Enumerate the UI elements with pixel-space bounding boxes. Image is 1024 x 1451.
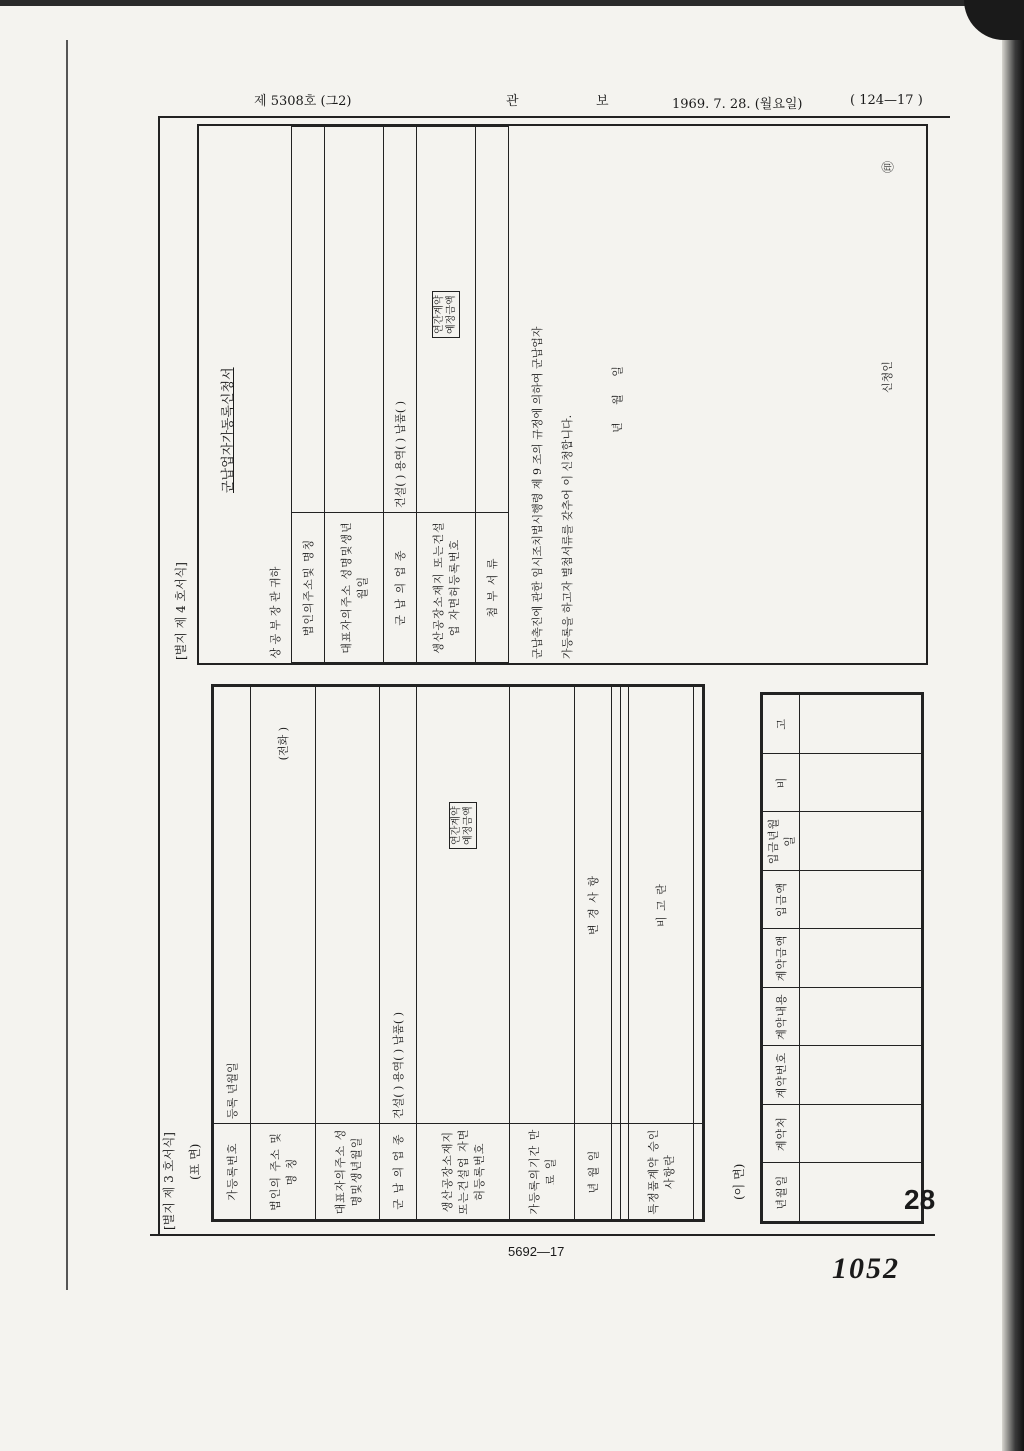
form3-row-label: 년 월 일 xyxy=(575,1124,612,1220)
back-col-header: 년월일 xyxy=(763,1163,800,1222)
form4-date-line: 년 월 일 xyxy=(611,366,624,433)
form4-frame xyxy=(197,124,928,665)
issue-number: 제 5308호 (그2) xyxy=(254,94,352,109)
form3-front: (표 면) xyxy=(188,1143,202,1180)
form4-applicant: 신청인 xyxy=(881,361,894,393)
form3-contract-box xyxy=(449,802,477,849)
page-number: 1052 xyxy=(832,1252,900,1285)
table-row xyxy=(475,127,508,663)
form4-row-field[interactable] xyxy=(325,127,384,513)
form3-reg-date[interactable]: 등록 년월일 xyxy=(214,687,251,1124)
form3-back: (이 면) xyxy=(732,1163,746,1200)
form3-rotated xyxy=(213,686,703,1220)
table-row xyxy=(620,687,629,1220)
table-row xyxy=(291,127,324,663)
binding-margin-line xyxy=(66,40,68,1290)
form3-row-field[interactable] xyxy=(611,1124,620,1220)
form3-row-label: 가등록번호 xyxy=(214,1124,251,1220)
form4-row-label: 군 납 의 업 종 xyxy=(383,513,416,663)
form3-frame xyxy=(211,684,705,1222)
form4-row-label: 생산공장소재지 또는건설업 자면허등록번호 xyxy=(417,513,476,663)
back-cell[interactable] xyxy=(800,987,922,1046)
issue-date: 1969. 7. 28. (월요일) xyxy=(672,97,803,112)
back-cell[interactable] xyxy=(800,870,922,929)
table-row xyxy=(325,127,384,663)
form3-back-table-frame xyxy=(760,692,924,1224)
form3-front-wrap xyxy=(186,1080,208,1180)
form3-back-rotated xyxy=(762,694,922,1222)
form3-business-type[interactable]: 건설( ) 용역( ) 납품( ) xyxy=(380,687,417,1124)
gazette-title-1: 관 xyxy=(506,94,519,109)
form4-body-1: 군납촉진에 관한 임시조치법시행령 제 9 조의 규정에 의하여 군납업자 xyxy=(531,326,544,659)
back-cell[interactable] xyxy=(800,1046,922,1105)
form4-row-label: 법인의주소및 명칭 xyxy=(291,513,324,663)
form4-title: 군납업자가동록신청서 xyxy=(221,367,236,493)
form3-row-field[interactable] xyxy=(694,1124,703,1220)
back-col-header: 고 xyxy=(763,695,800,754)
back-col-header: 계약금액 xyxy=(763,929,800,988)
back-col-header: 입금액 xyxy=(763,870,800,929)
form3-label-wrap xyxy=(160,1050,182,1230)
form3-row-label: 가등록의기간 만 료 일 xyxy=(510,1124,575,1220)
table-row xyxy=(800,695,922,1222)
form3-row-field[interactable] xyxy=(510,687,575,1124)
form3-row-label: 군 납 의 업 종 xyxy=(380,1124,417,1220)
form4-recipient: 상 공 부 장 관 귀하 xyxy=(259,127,291,663)
scan-right-edge xyxy=(1002,0,1024,1451)
form3-row-field[interactable] xyxy=(620,687,629,1124)
back-col-header: 계약내용 xyxy=(763,987,800,1046)
form3-row-label: 법인의 주소 및 명 칭 xyxy=(250,1124,315,1220)
form4-rotated xyxy=(199,126,926,663)
page-stamp: 28 xyxy=(904,1184,936,1215)
form4-row-label: 대표자의주소 성명및생년월일 xyxy=(325,513,384,663)
form3-row-field[interactable] xyxy=(417,687,510,1124)
form4-contract-line2: 예정금액 xyxy=(445,295,457,334)
form3-row-field[interactable] xyxy=(694,687,703,1124)
scan-top-edge xyxy=(0,0,1024,6)
form3-changes-header: 변 경 사 항 xyxy=(575,687,612,1124)
table-row xyxy=(417,687,510,1220)
form4-table xyxy=(259,126,509,663)
form3-row-label: 특정품계약 승인사항란 xyxy=(629,1124,694,1220)
form4-body-2: 가등록을 하고자 별첨서류를 갖추어 이 신청합니다. xyxy=(561,414,574,659)
form3-row-label: 대표자의주소 성명및생년월일 xyxy=(315,1124,380,1220)
form4-table-wrap xyxy=(259,126,509,663)
table-row xyxy=(315,687,380,1220)
table-row xyxy=(214,687,251,1220)
table-row xyxy=(611,687,620,1220)
table-header-row xyxy=(763,695,800,1222)
form4-row-field[interactable] xyxy=(291,127,324,513)
back-col-header: 계약처 xyxy=(763,1104,800,1163)
page-reference: ( 124—17 ) xyxy=(850,93,923,108)
form3-contract-line1: 연간계약 xyxy=(451,806,463,845)
form3-table xyxy=(213,686,703,1220)
form3-remarks-header: 비 고 란 xyxy=(629,687,694,1124)
footer-code: 5692—17 xyxy=(508,1244,565,1259)
table-row xyxy=(380,687,417,1220)
table-row xyxy=(417,127,476,663)
back-cell[interactable] xyxy=(800,1104,922,1163)
form3-row-field[interactable] xyxy=(315,687,380,1124)
table-row xyxy=(259,127,291,663)
table-row xyxy=(250,687,315,1220)
back-col-header: 입금년월일 xyxy=(763,812,800,871)
form3-back-wrap xyxy=(730,1100,752,1200)
table-row xyxy=(383,127,416,663)
frame-top-rule xyxy=(160,116,950,118)
form3-label: [별지 제 3 호서식] xyxy=(162,1132,176,1230)
form3-back-table xyxy=(762,694,922,1222)
form4-row-field[interactable] xyxy=(417,127,476,513)
form4-row-field[interactable] xyxy=(475,127,508,513)
back-cell[interactable] xyxy=(800,753,922,812)
form4-contract-line1: 연간계약 xyxy=(433,295,445,334)
form3-contract-line2: 예정금액 xyxy=(463,806,475,845)
form3-phone[interactable]: (전화 ) xyxy=(250,687,315,1124)
table-row xyxy=(510,687,575,1220)
form3-row-field[interactable] xyxy=(611,687,620,1124)
table-row xyxy=(629,687,694,1220)
frame-bottom-rule xyxy=(150,1234,935,1236)
form4-label: [별지 제 4 호서식] xyxy=(174,562,188,660)
scan-corner-shadow xyxy=(964,0,1024,40)
form4-business-type[interactable]: 건설( ) 용역( ) 납품( ) xyxy=(383,127,416,513)
table-row xyxy=(575,687,612,1220)
back-cell[interactable] xyxy=(800,812,922,871)
form4-contract-box xyxy=(432,291,460,338)
form4-row-label: 첨 부 서 류 xyxy=(475,513,508,663)
form4-label-wrap xyxy=(172,470,194,660)
back-cell[interactable] xyxy=(800,695,922,754)
table-row xyxy=(694,687,703,1220)
back-col-header: 비 xyxy=(763,753,800,812)
back-cell[interactable] xyxy=(800,929,922,988)
form3-row-field[interactable] xyxy=(620,1124,629,1220)
back-col-header: 계약번호 xyxy=(763,1046,800,1105)
form4-seal: ㊞ xyxy=(881,160,895,173)
form4-title-area xyxy=(199,126,259,663)
form3-row-label: 생산공장소재지 또는건설업 자면허등록번호 xyxy=(417,1124,510,1220)
gazette-title-2: 보 xyxy=(596,94,609,109)
